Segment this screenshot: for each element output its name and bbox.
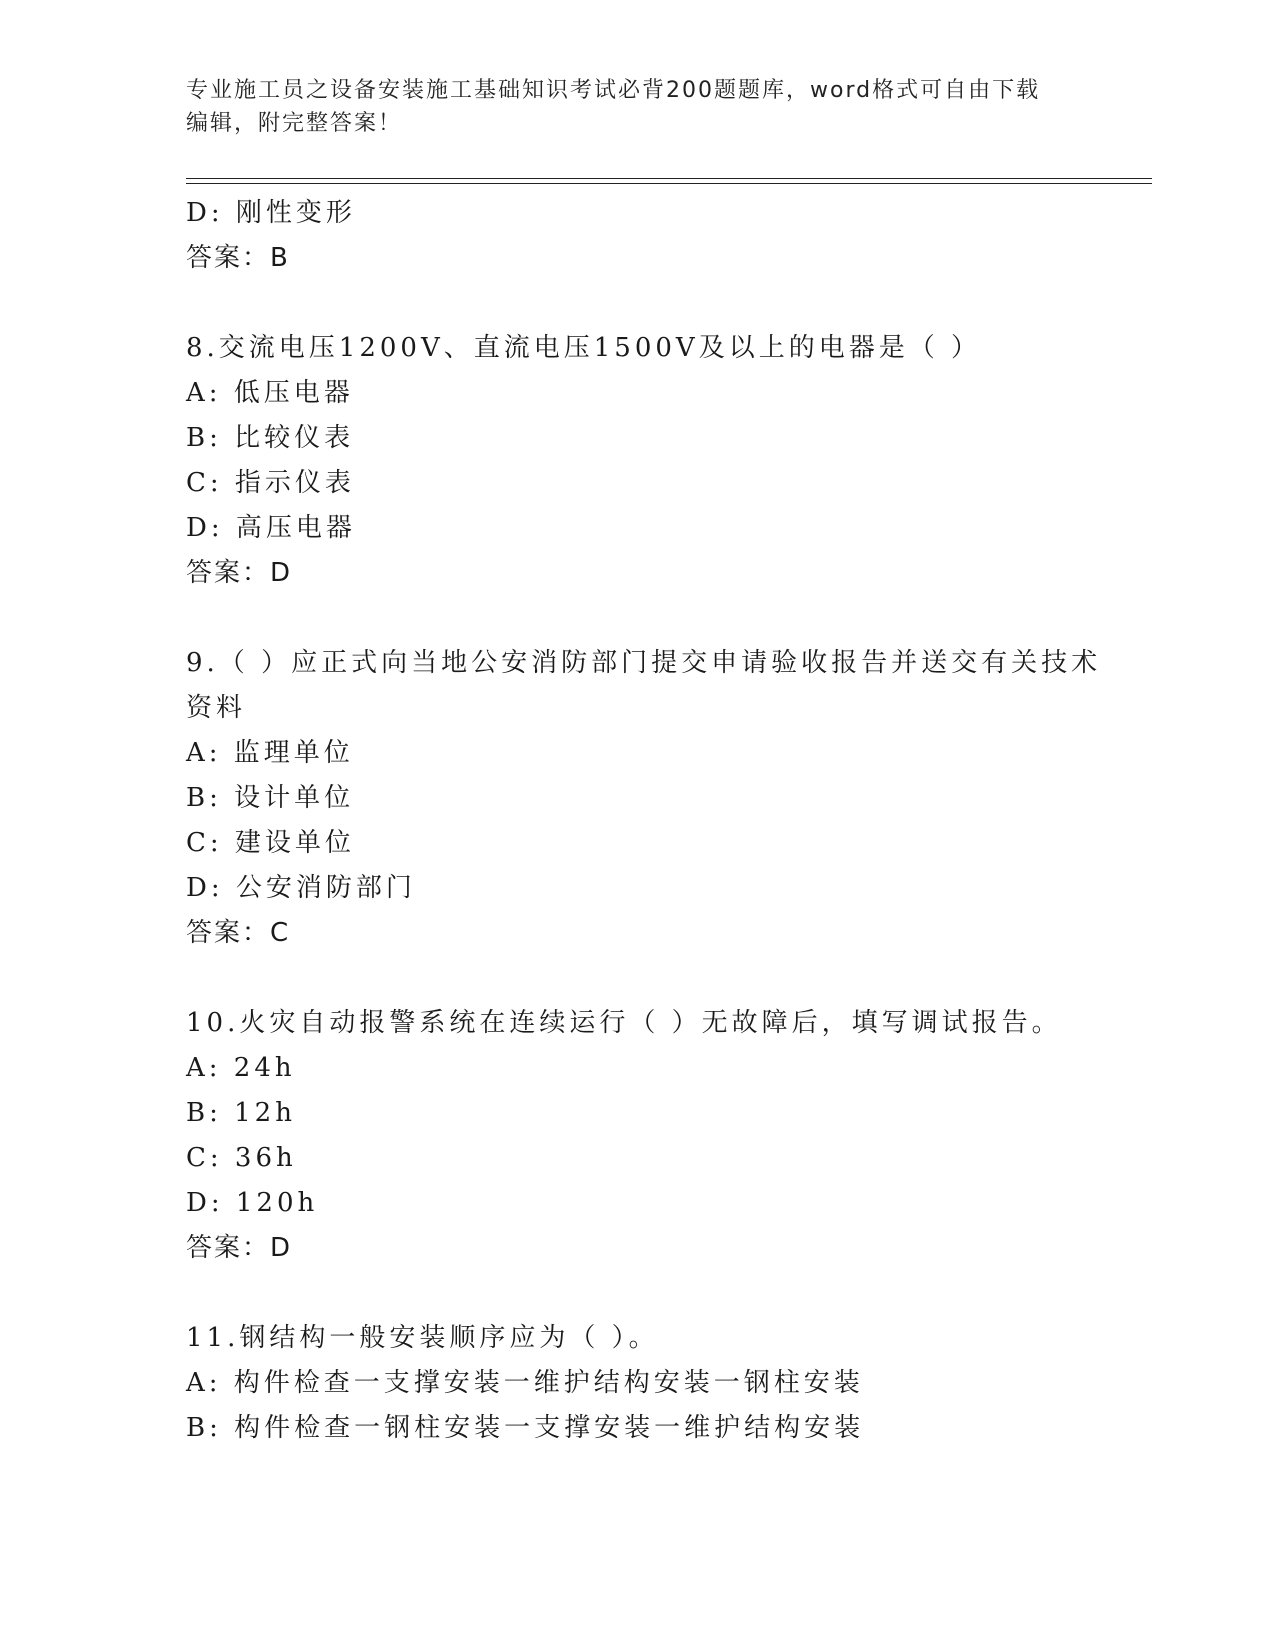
question-stem: 11.钢结构一般安装顺序应为（ ）。: [186, 1323, 659, 1353]
header-title-line1: 专业施工员之设备安装施工基础知识考试必背200题题库，word格式可自由下载: [186, 78, 1041, 103]
option-d: D: 刚性变形: [186, 198, 356, 228]
option-c: C: 指示仪表: [186, 468, 355, 498]
question-7-tail: [186, 191, 1086, 281]
option-b: B: 构件检查一钢柱安装一支撑安装一维护结构安装: [186, 1413, 865, 1443]
header-title-line2: 编辑，附完整答案！: [186, 111, 403, 136]
spacer: [186, 1271, 1086, 1316]
answer-label: 答案：C: [186, 918, 291, 948]
question-stem-line1: 9.（ ）应正式向当地公安消防部门提交申请验收报告并送交有关技术: [186, 648, 1102, 678]
document-header: [186, 74, 1086, 140]
question-stem: 10.火灾自动报警系统在连续运行（ ）无故障后，填写调试报告。: [186, 1008, 1062, 1038]
spacer: [186, 281, 1086, 326]
question-list: [186, 191, 1102, 1451]
question-10: [186, 1001, 1086, 1271]
question-stem-line2: 资料: [186, 693, 247, 723]
question-9: [186, 641, 1102, 956]
answer-label: 答案：D: [186, 1233, 293, 1263]
question-8: [186, 326, 1086, 596]
option-a: A: 24h: [186, 1053, 296, 1083]
option-d: D: 高压电器: [186, 513, 356, 543]
option-a: A: 低压电器: [186, 378, 354, 408]
answer-label: 答案：B: [186, 243, 290, 273]
option-a: A: 监理单位: [186, 738, 354, 768]
header-divider-top: [186, 178, 1152, 179]
option-b: B: 比较仪表: [186, 423, 355, 453]
option-c: C: 36h: [186, 1143, 297, 1173]
answer-label: 答案：D: [186, 558, 293, 588]
question-stem: 8.交流电压1200V、直流电压1500V及以上的电器是（ ）: [186, 333, 981, 363]
header-divider-bottom: [186, 183, 1152, 184]
option-c: C: 建设单位: [186, 828, 355, 858]
option-b: B: 设计单位: [186, 783, 355, 813]
spacer: [186, 596, 1086, 641]
option-d: D: 公安消防部门: [186, 873, 416, 903]
question-11: [186, 1316, 1086, 1451]
option-d: D: 120h: [186, 1188, 319, 1218]
option-b: B: 12h: [186, 1098, 296, 1128]
spacer: [186, 956, 1086, 1001]
option-a: A: 构件检查一支撑安装一维护结构安装一钢柱安装: [186, 1368, 864, 1398]
